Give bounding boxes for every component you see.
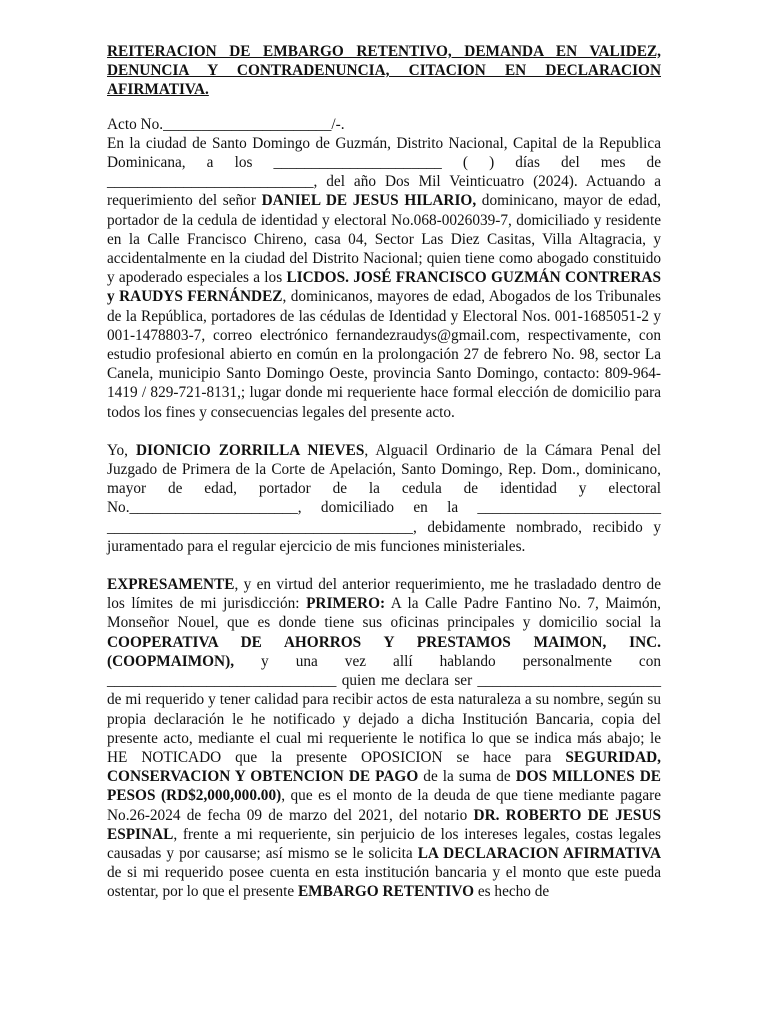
text-span: , que es el monto de la deuda de que tiene mediante pagare No.26-2024 de fecha 09 de marzo del 2021, del notario (107, 787, 661, 824)
bold-term: EMBARGO RETENTIVO (297, 883, 475, 901)
text-span: de si mi requerido posee cuenta en esta institución bancaria y el monto que este pueda ostentar, por lo que el presente (107, 864, 661, 901)
bold-term: COOPERATIVA DE AHORROS Y PRESTAMOS MAIMON, INC. (COOPMAIMON), (107, 633, 661, 670)
paragraph-expresamente (107, 575, 661, 901)
bold-name: DIONICIO ZORRILLA NIEVES (135, 441, 365, 459)
bold-name: DANIEL DE JESUS HILARIO, (261, 192, 477, 210)
paragraph-alguacil (107, 441, 661, 556)
bold-term: DOS MILLONES DE PESOS (RD$2,000,000.00) (107, 768, 662, 805)
text-span: , Alguacil Ordinario de la Cámara Penal del Juzgado de Primera de la Corte de Apelación, Santo Domingo, Rep. Dom., dominicano, mayor de edad, portador de la cedula de identidad y electoral No.______________________, domiciliado en la ________________________ ________________________________________, debidamente nombrado, recibido y juramentado para el regular ejercicio de mis funciones ministeriales. (107, 441, 661, 555)
text-span: Yo, (107, 441, 136, 459)
text-span: y una vez allí hablando personalmente con ______________________________ quien me declara ser ________________________ de mi requerido y tener calidad para recibir actos de esta naturaleza a su nombre, según su propia declaración le he notificado y dejado a dicha Institución Bancaria, copia del presente acto, mediante el cual mi requeriente le notifica lo que se indica más abajo; le HE NOTICADO que la presente OPOSICION se hace para (107, 652, 661, 766)
text-span: dominicano, mayor de edad, portador de la cedula de identidad y electoral No.068-0026039-7, domiciliado y residente en la Calle Francisco Chireno, casa 04, Sector Las Diez Casitas, Villa Altagracia, y accidentalmente en la ciudad del Distrito Nacional; quien tiene como abogado constituido y apoderado especiales a los (107, 192, 662, 287)
text-span: A la Calle Padre Fantino No. 7, Maimón, Monseñor Nouel, que es donde tiene sus oficinas principales y domicilio social la (107, 595, 662, 632)
text-span: En la ciudad de Santo Domingo de Guzmán, Distrito Nacional, Capital de la Republica Dominicana, a los ______________________ ( ) días del mes de ___________________________, del año Dos Mil Veinticuatro (2024). Actuando a requerimiento del señor (107, 134, 661, 210)
text-span: es hecho de (474, 883, 550, 901)
bold-term: EXPRESAMENTE (107, 576, 235, 594)
bold-name: LICDOS. JOSÉ FRANCISCO GUZMÁN CONTRERAS y RAUDYS FERNÁNDEZ (107, 269, 661, 306)
document-title: REITERACION DE EMBARGO RETENTIVO, DEMANDA EN VALIDEZ, DENUNCIA Y CONTRADENUNCIA, CITACION EN DECLARACION AFIRMATIVA. (107, 43, 661, 99)
text-span: , frente a mi requeriente, sin perjuicio de los intereses legales, costas legales causadas y por causarse; así mismo se le solicita (107, 825, 661, 862)
bold-term: DR. ROBERTO DE JESUS ESPINAL (107, 806, 661, 843)
bold-term: SEGURIDAD, CONSERVACION Y OBTENCION DE PAGO (107, 748, 661, 786)
text-span: , dominicanos, mayores de edad, Abogados de los Tribunales de la República, portadores de las cédulas de Identidad y Electoral Nos. 001-1685051-2 y 001-1478803-7, correo electrónico fernandezraudys@gmail.com, respectivamente, con estudio profesional abierto en común en la prolongación 27 de febrero No. 98, sector La Canela, municipio Santo Domingo Oeste, provincia Santo Domingo, contacto: 809-964-1419 / 829-721-8131,; lugar donde mi requeriente hace formal elección de domicilio para todos los fines y consecuencias legales del presente acto. (107, 288, 662, 421)
text-span: , y en virtud del anterior requerimiento, me he trasladado dentro de los límites de mi jurisdicción: (107, 576, 661, 613)
bold-term: LA DECLARACION AFIRMATIVA (417, 844, 661, 862)
text-span: de la suma de (418, 768, 516, 786)
document-page (107, 42, 661, 902)
acto-number-line: Acto No.______________________/-. (107, 115, 345, 133)
bold-term: PRIMERO: (306, 595, 386, 613)
paragraph-requeriente (107, 134, 661, 422)
